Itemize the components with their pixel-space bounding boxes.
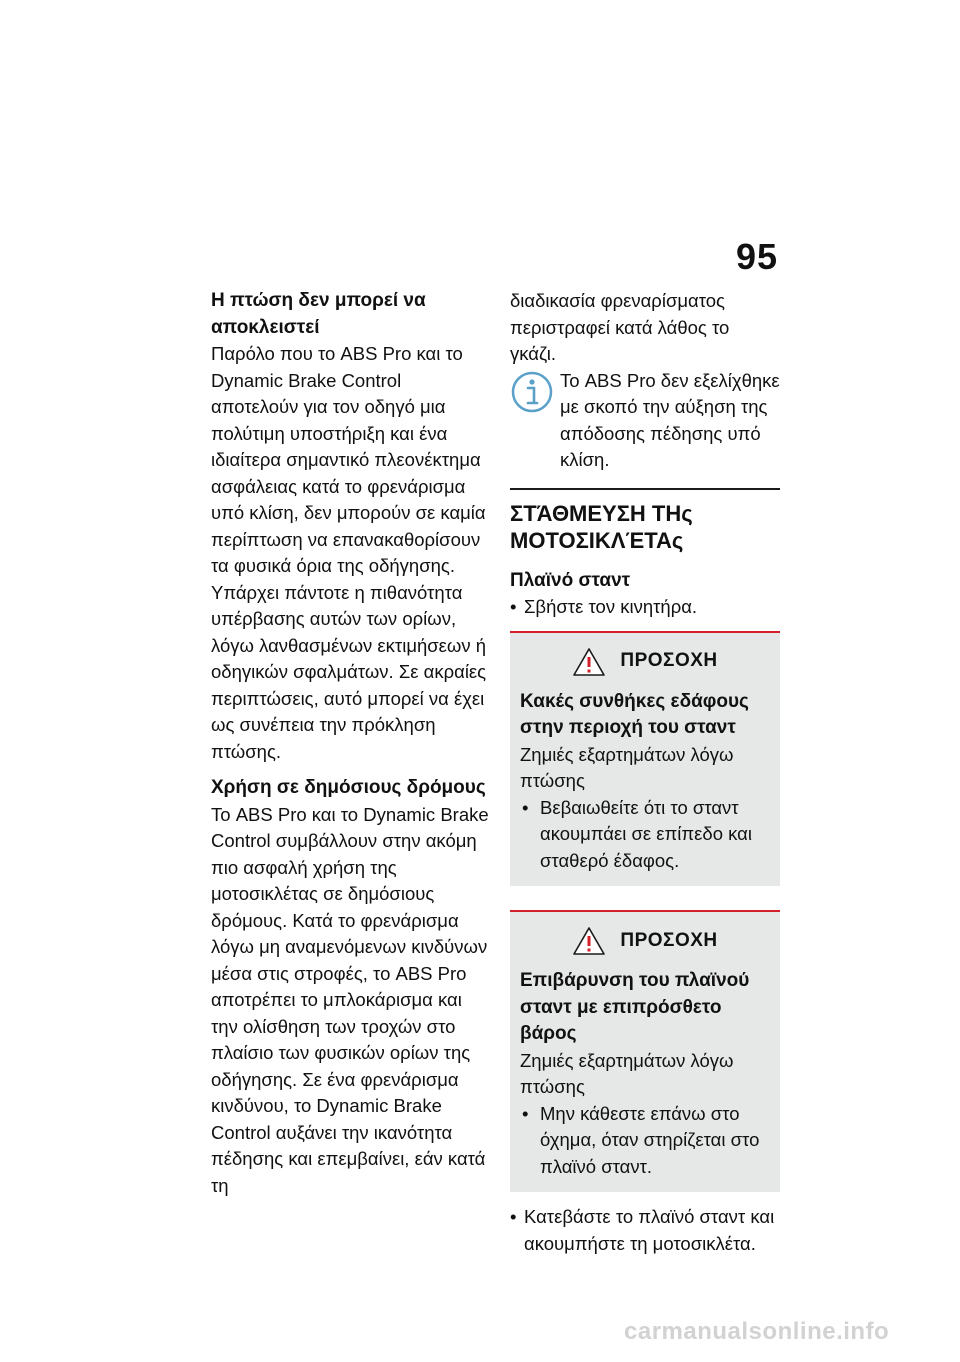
warning-label: ΠΡΟΣΟΧΗ	[620, 650, 718, 672]
bullet-text: Κατεβάστε το πλαϊνό σταντ και ακουμπήστε τη μοτοσικλέτα.	[524, 1206, 775, 1254]
sub-heading-side-stand: Πλαϊνό σταντ	[510, 569, 631, 591]
warning-title: Κακές συνθήκες εδάφους στην περιοχή του σταντ	[520, 690, 749, 738]
info-note	[510, 368, 780, 474]
heading-fall-risk: Η πτώση δεν μπορεί να αποκλειστεί	[211, 290, 426, 338]
warning-bullet-text: Μην κάθεστε επάνω στο όχημα, όταν στηρίζεται στο πλαϊνό σταντ.	[540, 1102, 760, 1177]
warning-header	[520, 647, 770, 677]
section-title: ΣΤΆΘΜΕΥΣΗ ΤΗς ΜΟΤΟΣΙΚΛΈΤΑς	[510, 500, 693, 553]
paragraph-fall-risk: Παρόλο που το ABS Pro και το Dynamic Brake Control αποτελούν για τον οδηγό μια πολύτιμη υποστήριξη και ένα ιδιαίτερα σημαντικό πλεονέκτημα ασφάλειας κατά το φρενάρισμα υπό κλίση, δεν μπορούν σε καμία περίπτωση να επανακαθορίσουν τα φυσικά όρια της οδήγησης. Υπάρχει πάντοτε η πιθανότητα υπέρβασης αυτών των ορίων, λόγω λανθασμένων εκτιμήσεων ή οδηγικών σφαλμάτων. Σε ακραίες περιπτώσεις, αυτό μπορεί να έχει ως συνέπεια την πρόκληση πτώσης.	[211, 343, 487, 762]
watermark: carmanualsonline.info	[624, 1318, 890, 1345]
warning-label: ΠΡΟΣΟΧΗ	[620, 929, 718, 951]
bullet-text: Σβήστε τον κινητήρα.	[524, 596, 698, 617]
warning-title: Επιβάρυνση του πλαϊνού σταντ με επιπρόσθετο βάρος	[520, 970, 750, 1044]
bullet-dot: •	[510, 596, 517, 617]
page-number: 95	[735, 236, 778, 277]
warning-triangle-icon	[572, 647, 606, 677]
heading-public-roads: Χρήση σε δημόσιους δρόμους	[211, 777, 486, 798]
warning-header	[520, 926, 770, 956]
list-item	[520, 1101, 770, 1181]
bullet-dot: •	[510, 1206, 517, 1227]
section-divider	[510, 488, 780, 490]
list-item	[510, 1204, 780, 1257]
warning-text: Ζημιές εξαρτημάτων λόγω πτώσης	[520, 743, 734, 791]
warning-bullet-text: Βεβαιωθείτε ότι το σταντ ακουμπάει σε επίπεδο και σταθερό έδαφος.	[540, 796, 752, 871]
bullet-dot: •	[522, 796, 529, 818]
list-item	[520, 795, 770, 875]
warning-text: Ζημιές εξαρτημάτων λόγω πτώσης	[520, 1049, 734, 1097]
info-note-text: Το ABS Pro δεν εξελίχθηκε με σκοπό την αύξηση της απόδοσης πέδησης υπό κλίση.	[560, 369, 780, 470]
bullet-dot: •	[522, 1102, 529, 1124]
paragraph-public-roads: Το ABS Pro και το Dynamic Brake Control συμβάλλουν στην ακόμη πιο ασφαλή χρήση της μοτοσικλέτας σε δημόσιους δρόμους. Κατά το φρενάρισμα λόγω μη αναμενόμενων κινδύνων μέσα στις στροφές, το ABS Pro αποτρέπει το μπλοκάρισμα και την ολίσθηση των τροχών στο πλαίσιο των φυσικών ορίων της οδήγησης. Σε ένα φρενάρισμα κινδύνου, το Dynamic Brake Control αυξάνει την ικανότητα πέδησης και επεμβαίνει, εάν κατά τη	[211, 803, 489, 1196]
list-item	[510, 594, 780, 621]
spacer	[510, 886, 780, 900]
warning-box	[510, 910, 780, 1192]
warning-box	[510, 631, 780, 887]
left-column	[211, 288, 491, 1199]
paragraph-continued: διαδικασία φρεναρίσματος περιστραφεί κατά λάθος το γκάζι.	[510, 290, 730, 364]
info-icon	[510, 370, 554, 414]
warning-triangle-icon	[572, 926, 606, 956]
right-column	[510, 288, 780, 1257]
